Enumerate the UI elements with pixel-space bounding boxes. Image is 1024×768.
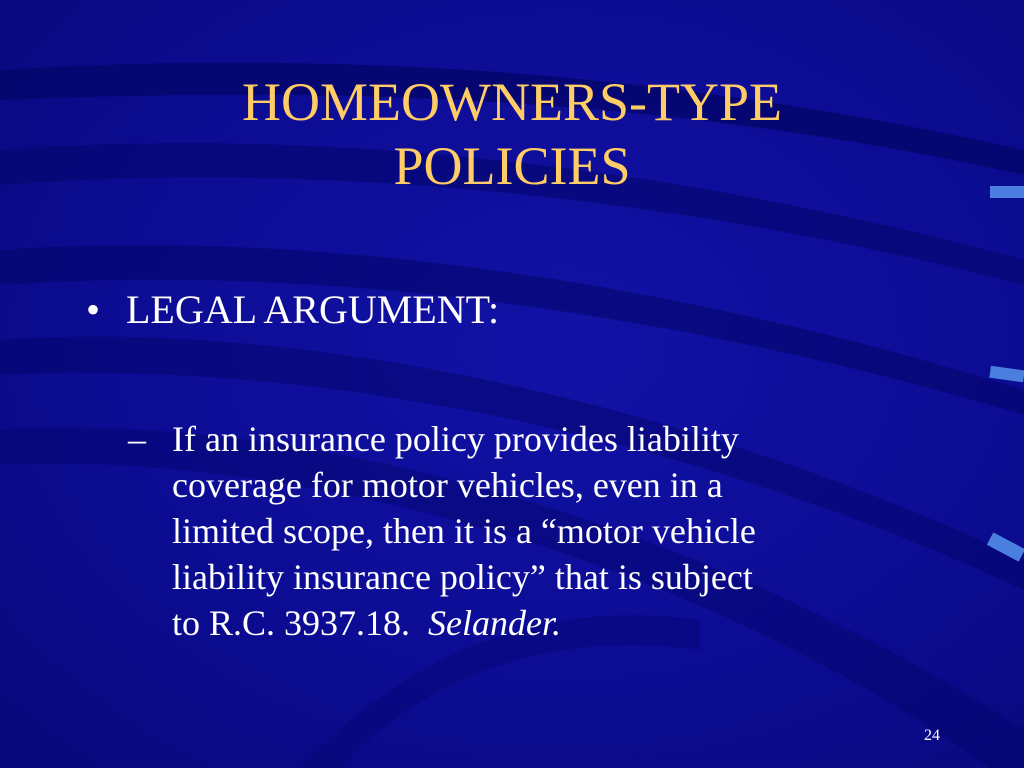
slide-title-line-1: HOMEOWNERS-TYPE	[242, 72, 782, 132]
edge-accent	[990, 186, 1024, 198]
sub-bullet-line: coverage for motor vehicles, even in a	[172, 465, 723, 505]
sub-bullet-line: liability insurance policy” that is subject	[172, 557, 753, 597]
statute-reference: to R.C. 3937.18.	[172, 603, 411, 643]
slide-title	[100, 70, 924, 198]
page-number: 24	[924, 727, 940, 744]
sub-bullet-last-line	[172, 600, 928, 646]
edge-accent	[989, 366, 1024, 383]
sub-bullet-line: limited scope, then it is a “motor vehicle	[172, 511, 756, 551]
bullet-item	[86, 286, 499, 334]
bullet-text: LEGAL ARGUMENT:	[126, 287, 500, 332]
case-citation: Selander.	[428, 603, 562, 643]
sub-bullet-marker: –	[128, 419, 146, 459]
sub-bullet-item	[128, 416, 928, 646]
bullet-marker: •	[86, 287, 101, 332]
slide-title-line-2: POLICIES	[393, 136, 631, 196]
sub-bullet-line: If an insurance policy provides liability	[172, 419, 739, 459]
sub-bullet-text	[172, 416, 928, 646]
